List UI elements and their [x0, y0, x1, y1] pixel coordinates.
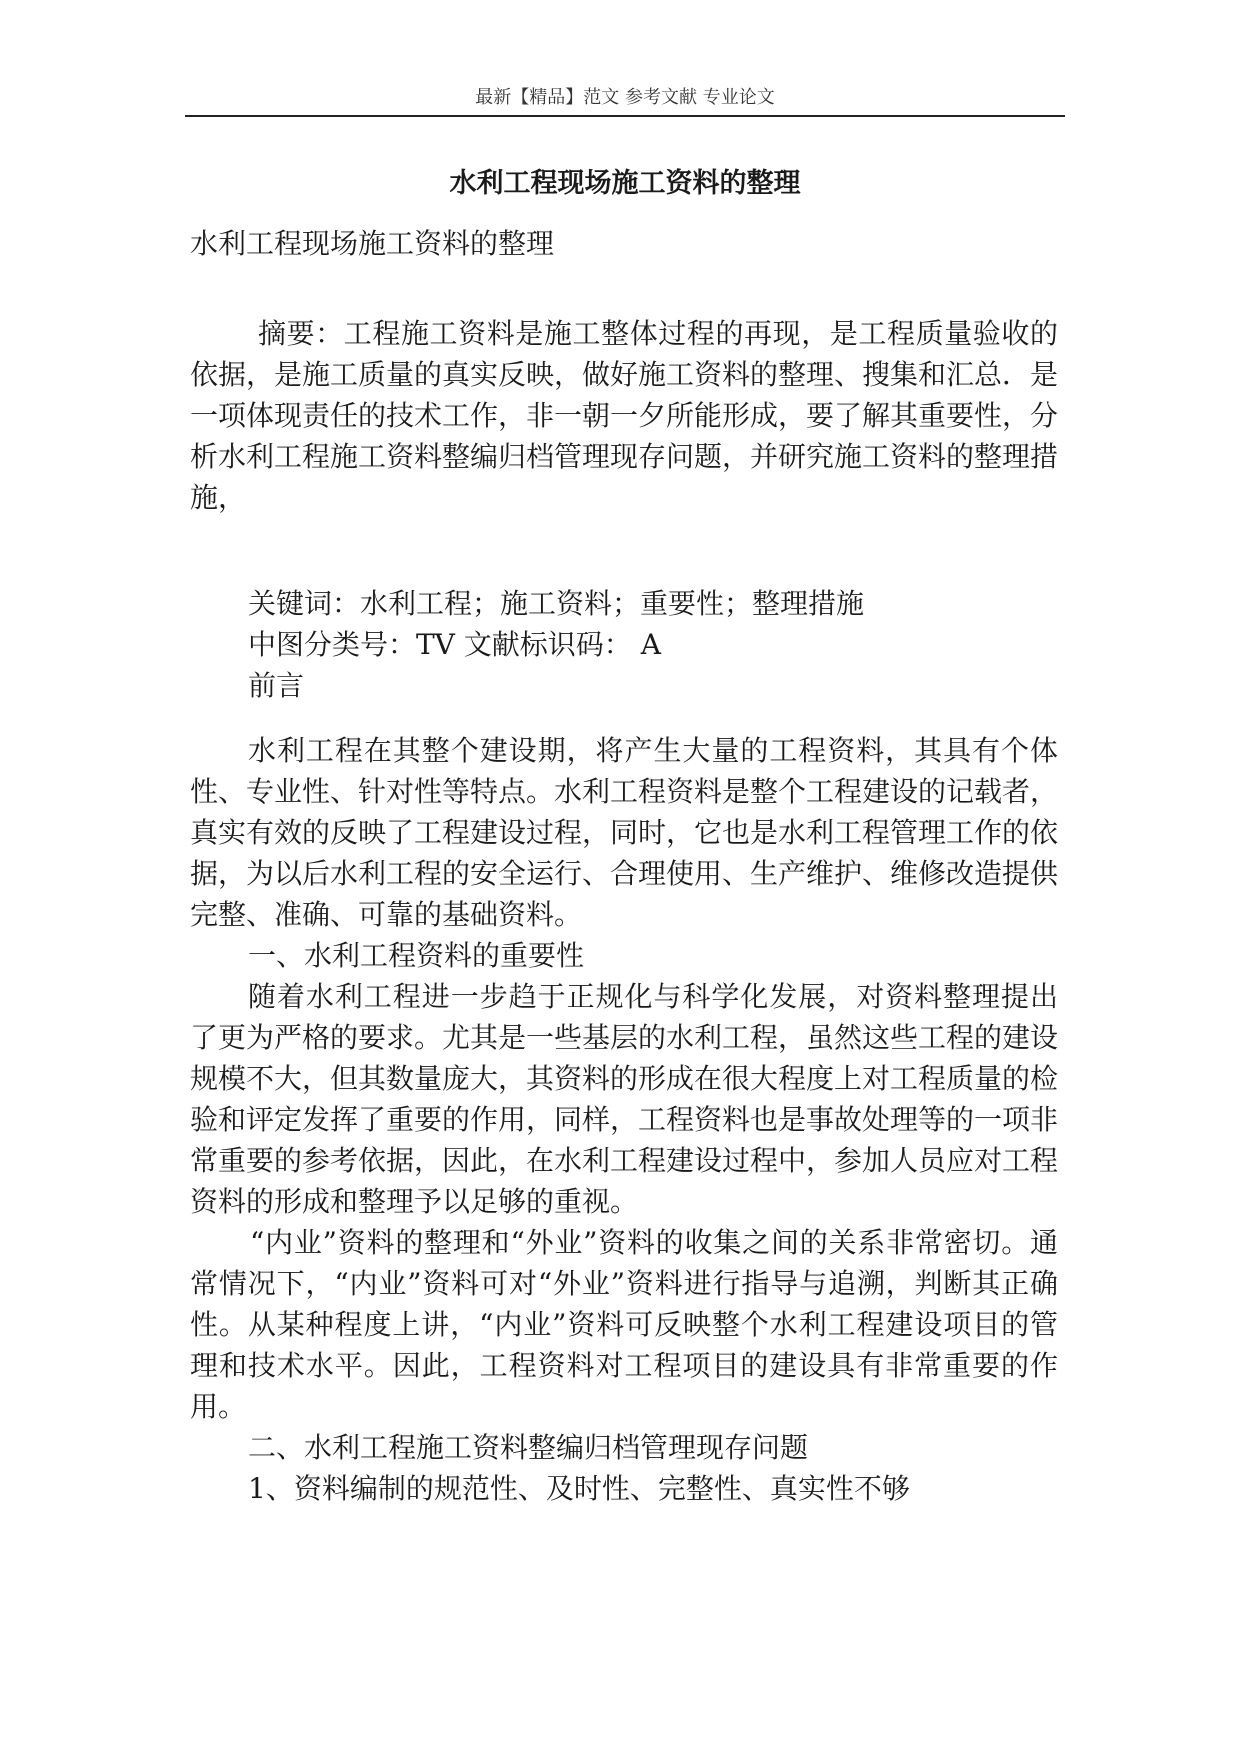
header-rule [185, 115, 1065, 117]
body-section [190, 730, 1058, 1509]
abstract-section [190, 313, 1058, 518]
body-paragraph: “内业”资料的整理和“外业”资料的收集之间的关系非常密切。通常情况下，“内业”资料可对“外业”资料进行指导与追溯，判断其正确性。从某种程度上讲，“内业”资料可反映整个水利工程建设项目的管理和技术水平。因此，工程资料对工程项目的建设具有非常重要的作用。 [190, 1226, 1058, 1423]
section-heading: 二、水利工程施工资料整编归档管理现存问题 [248, 1431, 809, 1464]
body-paragraph: 随着水利工程进一步趋于正规化与科学化发展，对资料整理提出了更为严格的要求。尤其是一些基层的水利工程，虽然这些工程的建设规模不大，但其数量庞大，其资料的形成在很大程度上对工程质量的检验和评定发挥了重要的作用，同样，工程资料也是事故处理等的一项非常重要的参考依据，因此，在水利工程建设过程中，参加人员应对工程资料的形成和整理予以足够的重视。 [190, 980, 1059, 1218]
subsection-heading: 1、资料编制的规范性、及时性、完整性、真实性不够 [248, 1472, 910, 1505]
keywords-line: 关键词：水利工程；施工资料；重要性；整理措施 [248, 587, 865, 620]
document-subtitle: 水利工程现场施工资料的整理 [190, 227, 555, 260]
body-paragraph: 水利工程在其整个建设期，将产生大量的工程资料，其具有个体性、专业性、针对性等特点。水利工程资料是整个工程建设的记载者，真实有效的反映了工程建设过程，同时，它也是水利工程管理工作的依据，为以后水利工程的安全运行、合理使用、生产维护、维修改造提供完整、准确、可靠的基础资料。 [190, 734, 1059, 931]
abstract-paragraph: 摘要：工程施工资料是施工整体过程的再现，是工程质量验收的依据，是施工质量的真实反映，做好施工资料的整理、搜集和汇总．是一项体现责任的技术工作，非一朝一夕所能形成，要了解其重要性，分析水利工程施工资料整编归档管理现存问题，并研究施工资料的整理措施， [190, 317, 1059, 514]
page-header: 最新【精品】范文 参考文献 专业论文 [475, 87, 775, 108]
classification-line: 中图分类号：TV 文献标识码： A [248, 628, 661, 661]
metadata-section [190, 583, 1058, 706]
document-title: 水利工程现场施工资料的整理 [449, 168, 801, 199]
section-heading: 一、水利工程资料的重要性 [248, 939, 585, 972]
preface-heading: 前言 [248, 669, 305, 702]
